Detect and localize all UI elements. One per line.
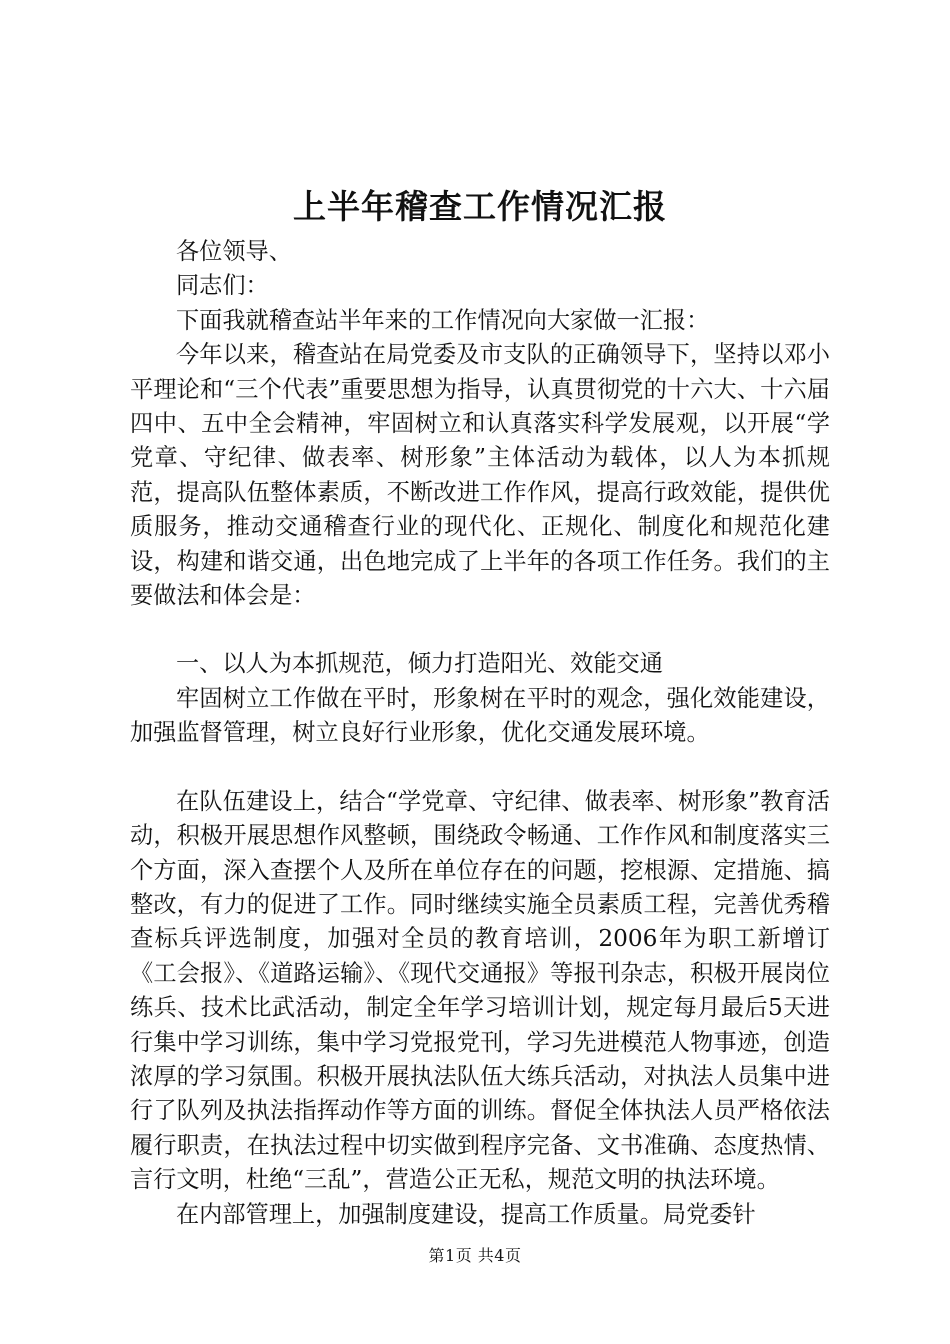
document-page xyxy=(130,185,830,1232)
paragraph-internal-management: 在内部管理上，加强制度建设，提高工作质量。局党委针 xyxy=(176,1200,756,1228)
paragraph-section-1-intro: 牢固树立工作做在平时，形象树在平时的观念，强化效能建设，加强监督管理，树立良好行业形象，优化交通发展环境。 xyxy=(130,684,830,747)
paragraph-spacer xyxy=(130,751,830,785)
paragraph-spacer xyxy=(130,613,830,647)
section-heading-1: 一、以人为本抓规范，倾力打造阳光、效能交通 xyxy=(176,650,663,678)
salutation-line-1: 各位领导、 xyxy=(176,238,292,265)
page-footer: 第1页 共4页 xyxy=(428,1246,522,1265)
paragraph-overview: 今年以来，稽查站在局党委及市支队的正确领导下，坚持以邓小平理论和“三个代表”重要思想为指导，认真贯彻党的十六大、十六届四中、五中全会精神，牢固树立和认真落实科学发展观，以开展“学党章、守纪律、做表率、树形象”主体活动为载体，以人为本抓规范，提高队伍整体素质，不断改进工作作风，提高行政效能，提供优质服务，推动交通稽查行业的现代化、正规化、制度化和规范化建设，构建和谐交通，出色地完成了上半年的各项工作任务。我们的主要做法和体会是： xyxy=(130,341,830,610)
salutation-line-2: 同志们： xyxy=(176,272,269,300)
paragraph-team-building: 在队伍建设上，结合“学党章、守纪律、做表率、树形象”教育活动，积极开展思想作风整顿，围绕政令畅通、工作作风和制度落实三个方面，深入查摆个人及所在单位存在的问题，挖根源、定措施、搞整改，有力的促进了工作。同时继续实施全员素质工程，完善优秀稽查标兵评选制度，加强对全员的教育培训，2006年为职工新增订《工会报》、《道路运输》、《现代交通报》等报刊杂志，积极开展岗位练兵、技术比武活动，制定全年学习培训计划，规定每月最后5天进行集中学习训练，集中学习党报党刊，学习先进模范人物事迹，创造浓厚的学习氛围。积极开展执法队伍大练兵活动，对执法人员集中进行了队列及执法指挥动作等方面的训练。督促全体执法人员严格依法履行职责，在执法过程中切实做到程序完备、文书准确、态度热情、言行文明，杜绝“三乱”，营造公正无私，规范文明的执法环境。 xyxy=(130,787,830,1194)
document-title: 上半年稽查工作情况汇报 xyxy=(293,187,667,226)
intro-paragraph: 下面我就稽查站半年来的工作情况向大家做一汇报： xyxy=(176,306,710,334)
